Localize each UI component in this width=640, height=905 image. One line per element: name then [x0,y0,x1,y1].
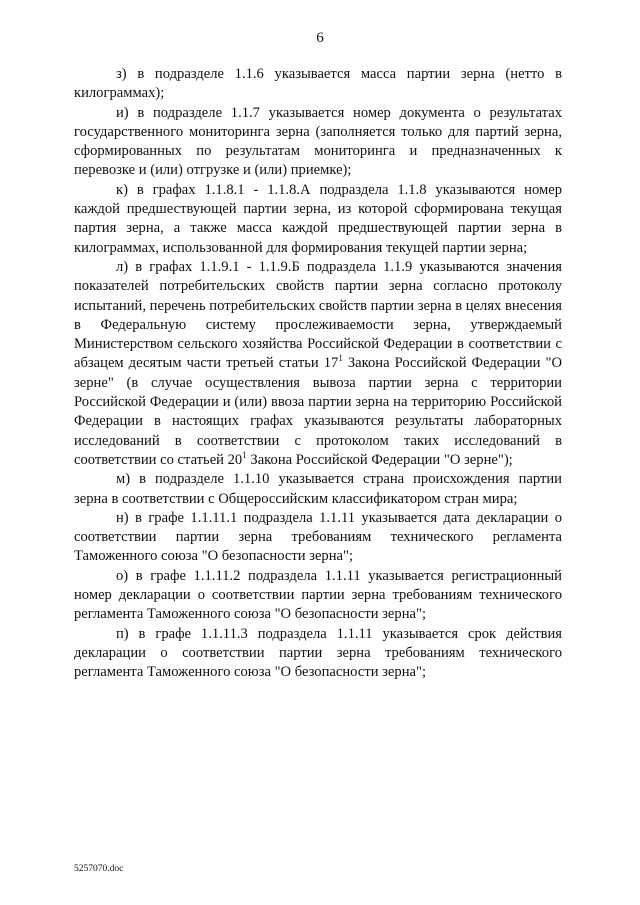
superscript-article-20-1: 1 [242,449,247,460]
paragraph-i: и) в подразделе 1.1.7 указывается номер документа о результатах государственного мониторинга зерна (заполняется только для партий зерна, сформированных по результатам мониторинга и предназначенных к перевозке и (или) отгрузке и (или) приемке); [74,104,562,179]
paragraph-n: н) в графе 1.1.11.1 подраздела 1.1.11 указывается дата декларации о соответствии партии зерна требованиям технического регламента Таможенного союза "О безопасности зерна"; [74,509,562,565]
paragraph-z: з) в подразделе 1.1.6 указывается масса партии зерна (нетто в килограммах); [74,66,562,102]
footer-filename: 5257070.doc [74,864,124,874]
paragraph-l-part-2: Закона Российской Федерации "О зерне" (в случае осуществления вывоза партии зерна с территории Российской Федерации и (или) ввоза партии зерна на территорию Российской Федерации в настоящих графах указываются результаты лабораторных исследований в соответствии с протоколом таких исследований в соответствии со статьей 20 [74,355,562,468]
paragraph-l [74,258,562,470]
superscript-article-17-1: 1 [338,353,343,364]
paragraph-o: о) в графе 1.1.11.2 подраздела 1.1.11 указывается регистрационный номер декларации о соответствии партии зерна требованиям технического регламента Таможенного союза "О безопасности зерна"; [74,567,562,623]
paragraph-k: к) в графах 1.1.8.1 - 1.1.8.А подраздела 1.1.8 указываются номер каждой предшествующей партии зерна, из которой сформирована текущая партия зерна, а также масса каждой предшествующей партии зерна в килограммах, использованной для формирования текущей партии зерна; [74,181,562,256]
paragraph-p: п) в графе 1.1.11.3 подраздела 1.1.11 указывается срок действия декларации о соответствии партии зерна требованиям технического регламента Таможенного союза "О безопасности зерна"; [74,625,562,681]
paragraph-m: м) в подразделе 1.1.10 указывается страна происхождения партии зерна в соответствии с Общероссийским классификатором стран мира; [74,471,562,507]
document-body [74,65,562,683]
paragraph-l-part-3: Закона Российской Федерации "О зерне"); [246,451,513,468]
page-number: 6 [316,30,324,46]
paragraph-l-part-1: л) в графах 1.1.9.1 - 1.1.9.Б подраздела 1.1.9 указываются значения показателей потребительских свойств партии зерна согласно протоколу испытаний, перечень потребительских свойств партии зерна в целях внесения в Федеральную систему прослеживаемости зерна, утверждаемый Министерством сельского хозяйства Российской Федерации в соответствии с абзацем десятым части третьей статьи 17 [74,258,562,372]
